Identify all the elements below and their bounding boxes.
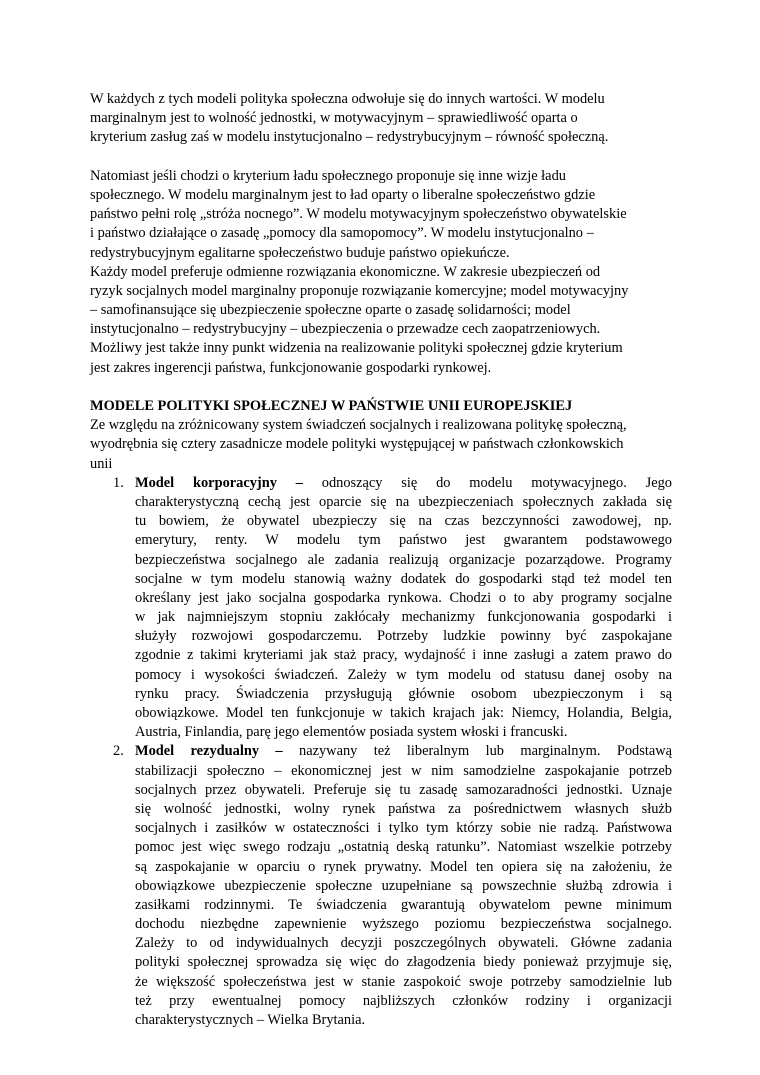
text-line: w jak najmniejszym stopniu zakłócały mechanizmy funkcjonowania gospodarki i <box>135 609 672 626</box>
list-item-model-rezydualny <box>90 742 672 1030</box>
model-title-rest: nazywany też liberalnym lub marginalnym. Podstawą <box>282 743 672 760</box>
text-line: państwo pełni rolę „stróża nocnego”. W modelu motywacyjnym społeczeństwo obywatelskie <box>90 206 627 223</box>
text-line: Natomiast jeśli chodzi o kryterium ładu społecznego proponuje się inne wizje ładu <box>90 167 566 184</box>
text-line: jest zakres ingerencji państwa, funkcjonowanie gospodarki rynkowej. <box>90 359 492 376</box>
text-line: bezpieczeństwa socjalnego ale zadania realizują organizacje pozarządowe. Programy <box>135 551 672 568</box>
text-line: – samofinansujące się ubezpieczenie społeczne oparte o zasadę solidarności; model <box>90 302 571 319</box>
text-line: obowiązkowe ubezpieczenie społeczne uzupełniane są powszechnie służbą zdrowia i <box>135 877 672 894</box>
text-line: Każdy model preferuje odmienne rozwiązania ekonomiczne. W zakresie ubezpieczeń od <box>90 263 601 280</box>
section-eu-models <box>90 397 672 474</box>
list-number: 2. <box>113 743 124 760</box>
text-line: ryzyk socjalnych model marginalny proponuje rozwiązanie komercyjne; model motywacyjny <box>90 282 629 299</box>
text-line: się wolność jednostki, wolny rynek państwa za pośrednictwem własnych służb <box>135 800 672 817</box>
text-line: redystrybucyjnym egalitarne społeczeństwo buduje państwo opiekuńcze. <box>90 244 510 261</box>
text-line <box>135 474 672 493</box>
text-line: Możliwy jest także inny punkt widzenia na realizowanie polityki społecznej gdzie kryterium <box>90 340 623 357</box>
models-list <box>90 474 672 1030</box>
text-line: polityki społecznej sprowadza się więc do złagodzenia biedy ponieważ przyjmuje się, <box>135 954 672 971</box>
text-line: kryterium zasług zaś w modelu instytucjonalno – redystrybucyjnym – równość społeczną. <box>90 129 609 146</box>
text-line: obowiązkowe. Model ten funkcjonuje w takich krajach jak: Niemcy, Holandia, Belgia, <box>135 705 672 721</box>
text-line: marginalnym jest to wolność jednostki, w motywacyjnym – sprawiedliwość oparta o <box>90 110 578 127</box>
text-line: też przy ewentualnej pomocy najbliższych członków rodziny i organizacji <box>135 992 672 1009</box>
text-line: zasiłkami rodzinnymi. Te świadczenia gwarantują obywatelom pewne minimum <box>135 896 672 913</box>
section-heading: MODELE POLITYKI SPOŁECZNEJ W PAŃSTWIE UNII EUROPEJSKIEJ <box>90 398 573 414</box>
text-line: socjalnych przez obywateli. Preferuje się tu zasadę samozaradności jednostki. Uznaje <box>135 781 672 798</box>
text-line: tu bowiem, że obywatel ubezpieczy się na czas bezczynności zawodowej, np. <box>135 513 672 530</box>
paragraph-values <box>90 90 672 148</box>
paragraph-order <box>90 167 672 378</box>
text-line: emerytury, renty. W modelu tym państwo jest gwarantem podstawowego <box>135 532 672 549</box>
text-line: pomoc jest więc swego rodzaju „ostatnią deską ratunku”. Natomiast wszelkie potrzeby <box>135 839 672 856</box>
text-line: Ze względu na zróżnicowany system świadczeń socjalnych i realizowana politykę społeczną, <box>90 417 627 434</box>
text-line <box>135 742 672 761</box>
text-line: pomocy i wysokości świadczeń. Zależy w tym modelu od statusu danej osoby na <box>135 666 672 683</box>
text-line: społecznego. W modelu marginalnym jest to ład oparty o liberalne społeczeństwo gdzie <box>90 186 596 203</box>
text-line: są zaspokajanie w oparciu o rynek prywatny. Model ten opiera się na założeniu, że <box>135 858 672 875</box>
model-title-rest: odnoszący się do modelu motywacyjnego. Jego <box>302 474 672 491</box>
text-line: zgodnie z takimi kryteriami jak staż pracy, wydajność i inne zasługi a zatem prawo do <box>135 647 672 664</box>
text-line: wyodrębnia się cztery zasadnicze modele polityki występującej w państwach członkowskich <box>90 436 624 453</box>
paragraph-gap <box>90 378 672 397</box>
model-title: Model korporacyjny – <box>135 474 303 491</box>
text-line: Austria, Finlandia, parę jego elementów posiada system włoski i francuski. <box>135 724 568 741</box>
text-line: socjalne w tym modelu stanowią ważny dodatek do gospodarki stąd też model ten <box>135 570 672 587</box>
text-line: i państwo działające o zasadę „pomocy dla samopomocy”. W modelu instytucjonalno – <box>90 225 594 242</box>
text-line: W każdych z tych modeli polityka społeczna odwołuje się do innych wartości. W modelu <box>90 91 605 107</box>
list-item-model-korporacyjny <box>90 474 672 743</box>
list-number: 1. <box>113 474 124 491</box>
text-line: że większość społeczeństwa jest w stanie zaspokoić swoje potrzeby samodzielnie lub <box>135 973 672 990</box>
text-line: dochodu niezbędne zapewnienie wyższego poziomu bezpieczeństwa socjalnego. <box>135 916 672 933</box>
text-line: rynku pracy. Świadczenia przysługują głównie osobom ubezpieczonym i są <box>135 685 672 702</box>
text-line: określany jest jako socjalna gospodarka rynkowa. Chodzi o to aby programy socjalne <box>135 589 672 606</box>
text-line: stabilizacji społeczno – ekonomicznej jest w nim samodzielne zaspokajanie potrzeb <box>135 762 672 779</box>
paragraph-gap <box>90 148 672 167</box>
text-line: unii <box>90 455 113 472</box>
text-line: instytucjonalno – redystrybucyjny – ubezpieczenia o przewadze cech zaopatrzeniowych. <box>90 321 601 338</box>
text-line: socjalnych i zasiłków w ostateczności i tylko tym którzy sobie nie radzą. Państwowa <box>135 820 672 837</box>
text-line: Zależy to od indywidualnych decyzji poszczególnych obywateli. Główne zadania <box>135 935 672 952</box>
text-line: służyły rozwojowi gospodarczemu. Potrzeby ludzkie powinny być zaspokajane <box>135 628 672 645</box>
text-line: charakterystyczną cechą jest oparcie się na ubezpieczeniach społecznych zakłada się <box>135 493 672 510</box>
text-line: charakterystycznych – Wielka Brytania. <box>135 1012 366 1028</box>
model-title: Model rezydualny – <box>135 743 283 760</box>
